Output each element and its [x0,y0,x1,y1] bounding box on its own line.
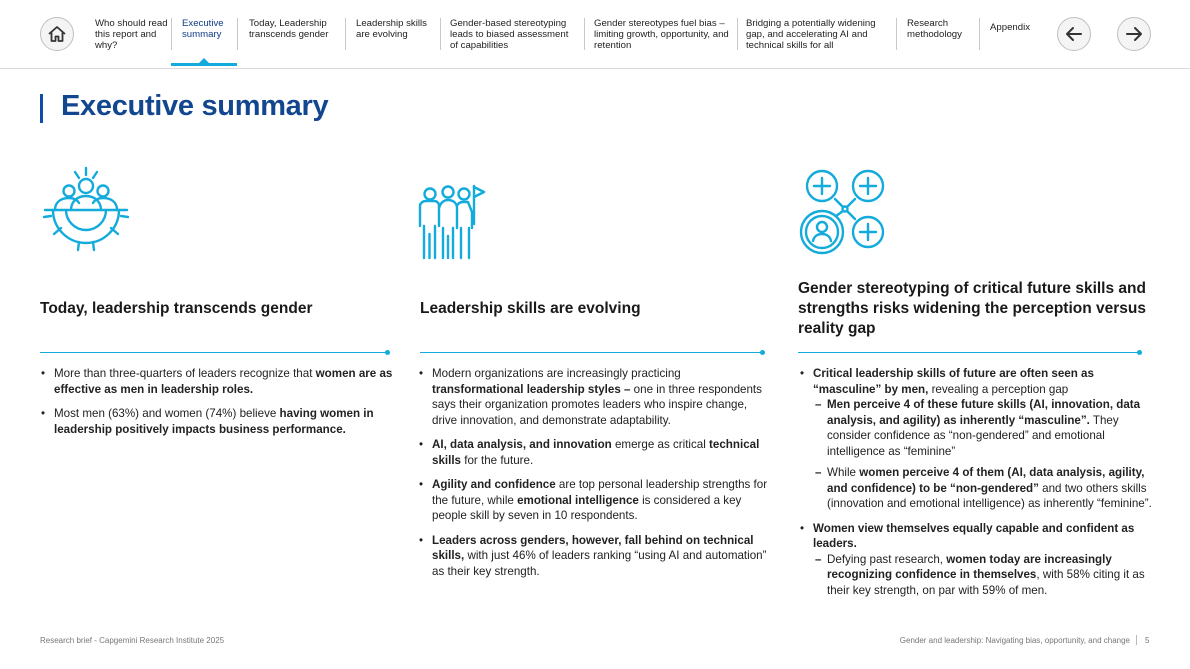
nav-divider [737,18,738,50]
nav-divider [345,18,346,50]
title-accent-bar [40,94,43,123]
nav-divider [979,18,980,50]
list-item: • More than three-quarters of leaders recognize that women are as effective as men in leadership roles. [54,366,406,397]
column-1-bullets [40,366,406,446]
list-item: • Modern organizations are increasingly practicing transformational leadership styles – one in three respondents says their organization promotes leaders who inspire change, drive innovation, and demonstrate adaptability. [432,366,772,428]
perception-gap-icon [798,166,890,258]
list-item: • AI, data analysis, and innovation emerge as critical technical skills for the future. [432,437,772,468]
nav-item-research-methodology[interactable]: Research methodology [907,18,962,40]
people-gear-icon [41,166,131,258]
nav-item-appendix[interactable]: Appendix [990,22,1031,33]
nav-divider [171,18,172,50]
column-2-bullets [418,366,772,588]
column-divider [798,352,1140,353]
list-item: • Critical leadership skills of future are often seen as “masculine” by men, revealing a perception gap – Men perceive 4 of these future skills (AI, innovation, data analysis, and agility) as inherently “masculine”. They consider confidence as “non-gendered” and emotional intelligence as “feminine” – While women perceive 4 of them (AI, data analysis, agility, and confidence) to be “non-gendered” and two others skills (innovation and emotional intelligence) as inherently “feminine”. [813,366,1161,512]
next-page-button[interactable] [1117,17,1151,51]
page-title: Executive summary [61,90,329,122]
column-heading-leadership-transcends-gender: Today, leadership transcends gender [40,300,313,317]
column-heading-gender-stereotyping: Gender stereotyping of critical future skills and strengths risks widening the perception versus reality gap [798,280,1146,337]
nav-divider [584,18,585,50]
list-item: • Agility and confidence are top personal leadership strengths for the future, while emotional intelligence is considered a key people skill by seven in 10 respondents. [432,477,772,524]
active-tab-indicator [171,63,237,66]
arrow-right-icon [1124,24,1144,44]
page-number: 5 [1145,636,1150,645]
sub-list-item: – Men perceive 4 of these future skills (AI, innovation, data analysis, and agility) as inherently “masculine”. They consider confidence as “non-gendered” and emotional intelligence as “feminine” [827,397,1161,459]
nav-divider [440,18,441,50]
sub-list [813,397,1161,512]
footer-divider [1136,635,1137,645]
column-divider [40,352,388,353]
nav-divider [896,18,897,50]
team-flag-icon [416,184,486,262]
nav-item-gender-based-stereotyping[interactable]: Gender-based stereotyping leads to biased assessment of capabilities [450,18,569,51]
nav-item-who-should-read[interactable]: Who should read this report and why? [95,18,168,51]
sub-list-item: – While women perceive 4 of them (AI, data analysis, agility, and confidence) to be “non-gendered” and two others skills (innovation and emotional intelligence) as inherently “feminine”. [827,465,1161,512]
column-divider [420,352,763,353]
footer-report-title: Gender and leadership: Navigating bias, opportunity, and change [899,636,1130,645]
nav-item-gender-stereotypes-fuel-bias[interactable]: Gender stereotypes fuel bias – limiting growth, opportunity, and retention [594,18,729,51]
nav-item-leadership-transcends-gender[interactable]: Today, Leadership transcends gender [249,18,329,40]
top-navigation [0,0,1190,69]
home-button[interactable] [40,17,74,51]
home-icon [47,24,67,44]
column-3-bullets [799,366,1161,607]
sub-list [813,552,1161,599]
footer-source: Research brief - Capgemini Research Institute 2025 [40,636,225,645]
list-item: • Women view themselves equally capable and confident as leaders. – Defying past research, women today are increasingly recognizing confidence in themselves, with 58% citing it as their key strength, on par with 59% of men. [813,521,1161,599]
list-item: • Leaders across genders, however, fall behind on technical skills, with just 46% of leaders ranking “using AI and automation” as their key strength. [432,533,772,580]
nav-item-bridging-gap[interactable]: Bridging a potentially widening gap, and accelerating AI and technical skills for all [746,18,876,51]
sub-list-item: – Defying past research, women today are increasingly recognizing confidence in themselves, with 58% citing it as their key strength, on par with 59% of men. [827,552,1161,599]
list-item: • Most men (63%) and women (74%) believe having women in leadership positively impacts business performance. [54,406,406,437]
column-heading-leadership-skills-evolving: Leadership skills are evolving [420,300,641,317]
nav-divider [237,18,238,50]
nav-item-leadership-skills-evolving[interactable]: Leadership skills are evolving [356,18,427,40]
previous-page-button[interactable] [1057,17,1091,51]
nav-item-executive-summary[interactable]: Executive summary [182,18,224,40]
arrow-left-icon [1064,24,1084,44]
